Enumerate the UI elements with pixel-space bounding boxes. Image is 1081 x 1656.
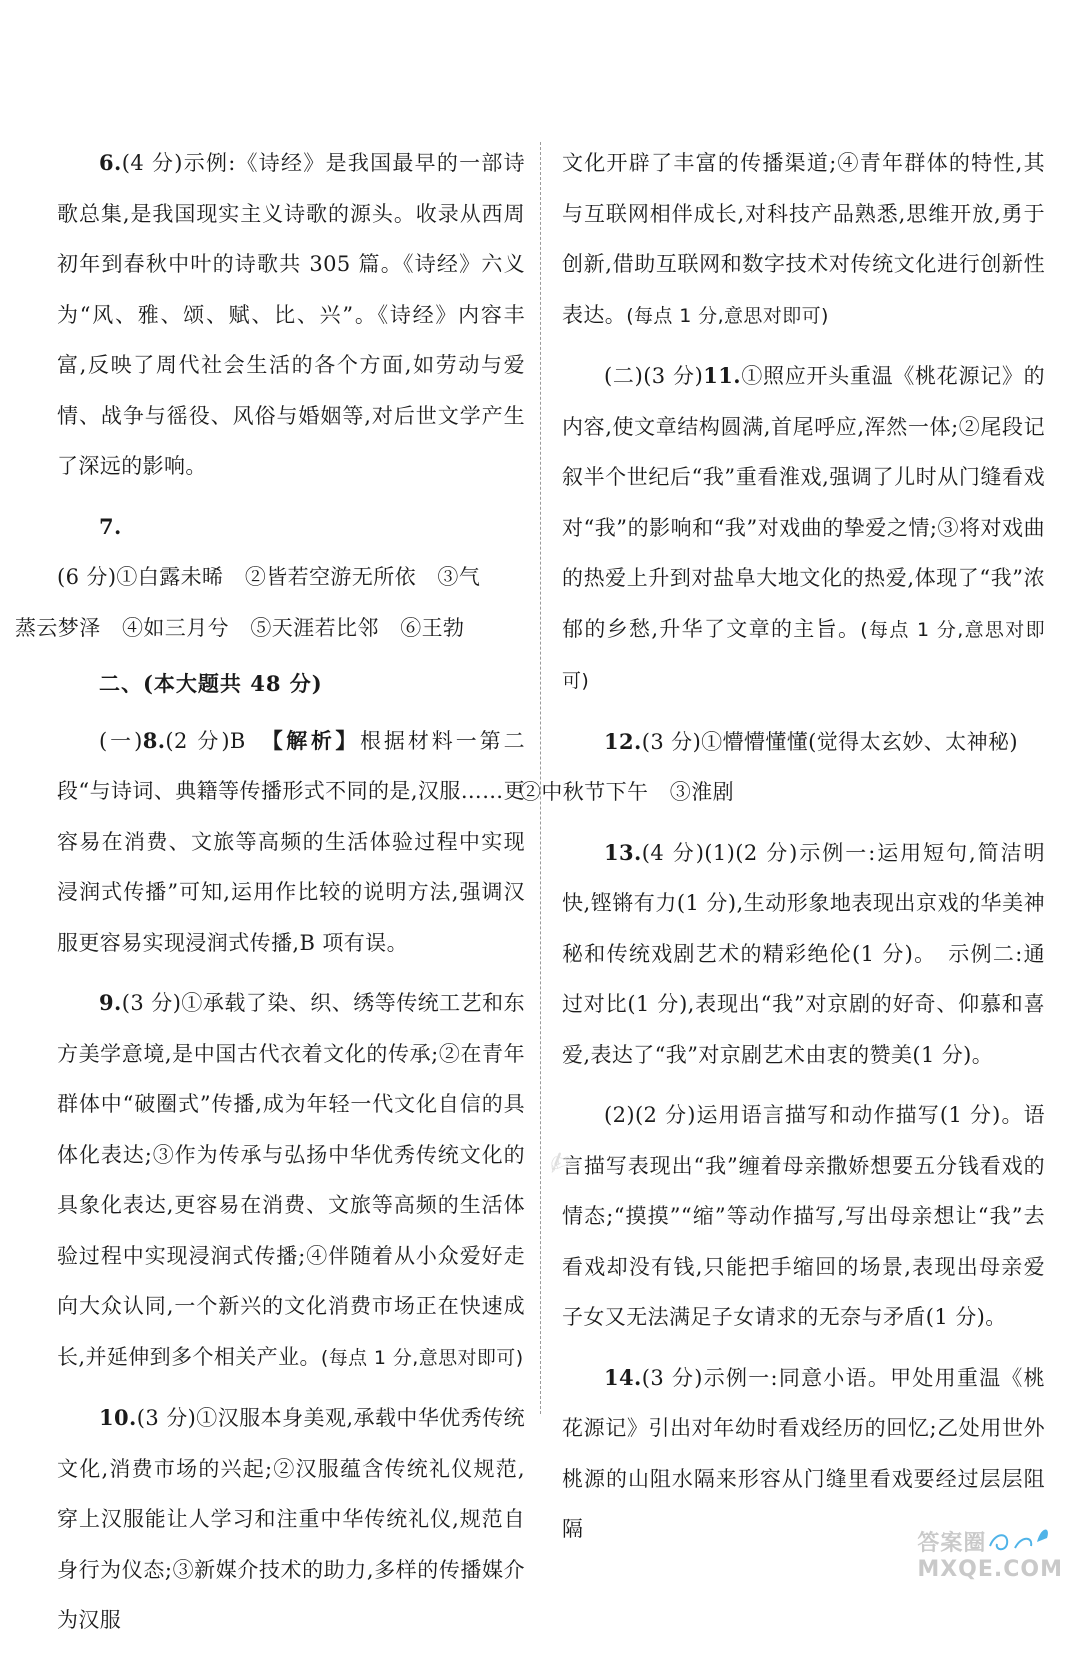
question-number: 12. <box>604 728 642 754</box>
part-prefix: (二)(3 分) <box>604 364 704 388</box>
watermark-brand: 答案圈 <box>917 1531 987 1556</box>
question-number: 7. <box>99 513 122 539</box>
answer-text: 文化开辟了丰富的传播渠道;④青年群体的特性,其与互联网相伴成长,对科技产品熟悉,思维开放,勇于创新,借助互联网和数字技术对传统文化进行创新性表达。 <box>562 151 1045 327</box>
answer-text-line-1: (6 分)①白露未晞 ②皆若空游无所依 ③气 <box>57 565 481 589</box>
analysis-tag: 【解析】 <box>272 727 360 753</box>
watermark-text <box>917 1526 1063 1582</box>
answer-text: (3 分)①汉服本身美观,承载中华优秀传统文化,消费市场的兴起;②汉服蕴含传统礼仪规范,穿上汉服能让人学习和注重中华传统礼仪,规范自身行为仪态;③新媒介技术的助力,多样的传播媒介为汉服 <box>57 1406 525 1632</box>
answer-q6 <box>57 138 525 492</box>
scoring-note: (每点 1 分,意思对即可) <box>626 304 829 327</box>
question-number: 9. <box>99 990 122 1015</box>
column-divider <box>540 142 541 1414</box>
answer-text: (3 分)示例一:同意小语。甲处用重温《桃花源记》引出对年幼时看戏经历的回忆;乙处用世外桃源的山阻水隔来形容从门缝里看戏要经过层层阻隔 <box>562 1365 1045 1541</box>
answer-text: ①照应开头重温《桃花源记》的内容,使文章结构圆满,首尾呼应,浑然一体;②尾段记叙半个世纪后“我”重看淮戏,强调了儿时从门缝看戏对“我”的影响和“我”对戏曲的挚爱之情;③将对戏曲的热爱上升到对盐阜大地文化的热爱,体现了“我”浓郁的乡愁,升华了文章的主旨。 <box>562 364 1045 641</box>
answer-score: (2 分)B <box>165 728 273 753</box>
answer-q8 <box>57 716 525 969</box>
answer-text-line-2: ②中秋节下午 ③淮剧 <box>520 780 734 804</box>
answer-text: (4 分)示例:《诗经》是我国最早的一部诗歌总集,是我国现实主义诗歌的源头。收录从西周初年到春秋中叶的诗歌共 305 篇。《诗经》六义为“风、雅、颂、赋、比、兴”。《诗经》内容丰富,反映了周代社会生活的各个方面,如劳动与爱情、战争与徭役、风俗与婚姻等,对后世文学产生了深远的影响。 <box>57 151 525 478</box>
answer-text: (2)(2 分)运用语言描写和动作描写(1 分)。语言描写表现出“我”缠着母亲撒娇想要五分钱看戏的情态;“摸摸”“缩”等动作描写,写出母亲想让“我”去看戏却没有钱,只能把手缩回的场景,表现出母亲爱子女又无法满足子女请求的无奈与矛盾(1 分)。 <box>562 1103 1045 1329</box>
right-column <box>520 138 1045 1565</box>
answer-text: (4 分)(1)(2 分)示例一:运用短句,简洁明快,铿锵有力(1 分),生动形象地表现出京戏的华美神秘和传统戏剧艺术的精彩绝伦(1 分)。 示例二:通过对比(1 分),表现出“我”对京剧的好奇、仰慕和喜爱,表达了“我”对京剧艺术由衷的赞美(1 分)。 <box>562 840 1045 1067</box>
section-title: 二、(本大题共 48 分) <box>99 671 323 696</box>
scoring-note: (每点 1 分,意思对即可) <box>320 1346 524 1369</box>
site-watermark <box>913 1510 1063 1582</box>
answer-q13-part2 <box>562 1090 1045 1343</box>
question-number: 8. <box>142 727 166 753</box>
question-number: 11. <box>703 363 742 388</box>
scoring-note: (每点 1 分,意思对即可) <box>562 618 1045 692</box>
answer-q10-continued <box>562 138 1045 341</box>
answer-text: 根据材料一第二段“与诗词、典籍等传播形式不同的是,汉服……更容易在消费、文旅等高频的生活体验过程中实现浸润式传播”可知,运用作比较的说明方法,强调汉服更容易实现浸润式传播,B 项有误。 <box>57 728 526 955</box>
answer-q12 <box>520 717 1045 818</box>
answer-text-line-2: 蒸云梦泽 ④如三月兮 ⑤天涯若比邻 ⑥王勃 <box>15 615 465 640</box>
question-number: 13. <box>604 839 642 865</box>
answer-q9 <box>57 978 525 1383</box>
answer-text: (3 分)①承载了染、织、绣等传统工艺和东方美学意境,是中国古代衣着文化的传承;②在青年群体中“破圈式”传播,成为年轻一代文化自信的具体化表达;③作为传承与弘扬中华优秀传统文化的具象化表达,更容易在消费、文旅等高频的生活体验过程中实现浸润式传播;④伴随着从小众爱好走向大众认同,一个新兴的文化消费市场正在快速成长,并延伸到多个相关产业。 <box>57 991 525 1369</box>
section-heading <box>57 659 525 710</box>
watermark-site: MXQE.COM <box>917 1557 1063 1582</box>
answer-q7 <box>15 502 525 654</box>
left-column <box>15 138 526 1656</box>
answer-q11 <box>562 351 1045 707</box>
answer-text-line-1: (3 分)①懵懵懂懂(觉得太玄妙、太神秘) <box>641 729 1018 754</box>
part-prefix: (一) <box>99 728 143 753</box>
question-number: 6. <box>99 150 122 175</box>
faint-stamp-mark: ✍ <box>543 1142 577 1183</box>
answer-q10 <box>57 1393 525 1646</box>
question-number: 14. <box>604 1364 642 1390</box>
question-number: 10. <box>99 1405 137 1430</box>
answer-q13-part1 <box>562 828 1045 1081</box>
